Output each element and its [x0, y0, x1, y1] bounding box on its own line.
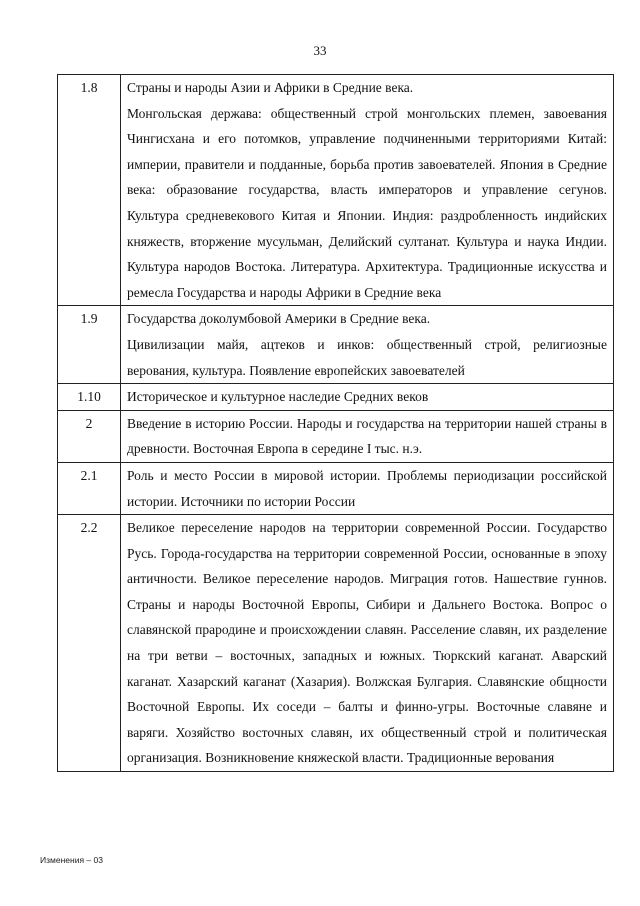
row-number: 1.10 — [58, 384, 121, 411]
row-number: 1.9 — [58, 306, 121, 384]
row-content — [121, 515, 614, 772]
row-title: Страны и народы Азии и Африки в Средние века. — [127, 80, 414, 95]
row-content — [121, 75, 614, 306]
row-content — [121, 384, 614, 411]
row-title: Введение в историю России. Народы и государства на территории нашей страны в древности. Восточная Европа в середине I тыс. н.э. — [127, 415, 607, 457]
table-row — [58, 462, 614, 514]
row-title: Государства доколумбовой Америки в Средние века. — [127, 311, 431, 327]
row-title: Историческое и культурное наследие Средних веков — [127, 389, 429, 405]
row-title: Великое переселение народов на территории современной России. Государство Русь. Города-государства на территории современной России, основанные в эпоху античности. Великое переселение народов. Миграция готов. Нашествие гуннов. Страны и народы Восточной Европы, Сибири и Дальнего Востока. Вопрос о славянской прародине и происхождении славян. Расселение славян, их разделение на три ветви – восточных, западных и южных. Тюркский каганат. Аварский каганат. Хазарский каганат (Хазария). Волжская Булгария. Славянские общности Восточной Европы. Их соседи – балты и финно-угры. Восточные славяне и варяги. Хозяйство восточных славян, их общественный строй и политическая организация. Возникновение княжеской власти. Традиционные верования — [127, 520, 607, 766]
row-number: 2 — [58, 410, 121, 462]
table-row — [58, 410, 614, 462]
table-row — [58, 515, 614, 772]
row-title: Роль и место России в мировой истории. Проблемы периодизации российской истории. Источники по истории России — [127, 467, 607, 509]
table-row — [58, 306, 614, 384]
row-number: 2.2 — [58, 515, 121, 772]
curriculum-table — [57, 74, 614, 772]
row-number: 2.1 — [58, 462, 121, 514]
row-body: Монгольская держава: общественный строй монгольских племен, завоевания Чингисхана и его потомков, управление подчиненными территориями Китай: империи, правители и подданные, борьба против завоевателей. Япония в Средние века: образование государства, власть императоров и управление сегунов. Культура средневекового Китая и Японии. Индия: раздробленность индийских княжеств, вторжение мусульман, Делийский султанат. Культура и наука Индии. Культура народов Востока. Литература. Архитектура. Традиционные искусства и ремесла Государства и народы Африки в Средние века — [127, 105, 607, 300]
row-content — [121, 462, 614, 514]
table-row — [58, 384, 614, 411]
row-content — [121, 306, 614, 384]
table-row — [58, 75, 614, 306]
row-content — [121, 410, 614, 462]
revision-footer: Изменения – 03 — [40, 855, 103, 865]
row-body: Цивилизации майя, ацтеков и инков: общественный строй, религиозные верования, культура. Появление европейских завоевателей — [127, 336, 607, 378]
row-number: 1.8 — [58, 75, 121, 306]
page-number: 33 — [313, 43, 327, 58]
